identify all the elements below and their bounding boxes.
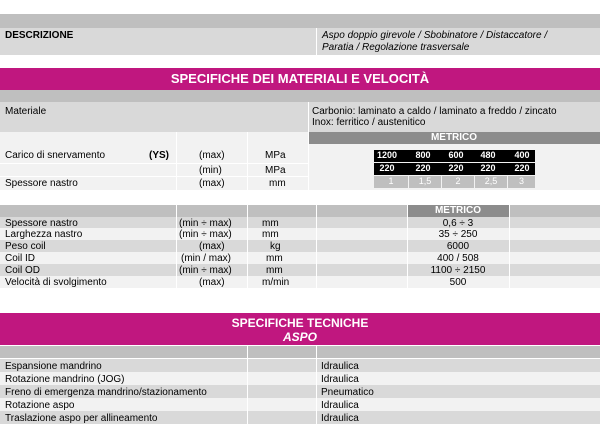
ys-max-3: 600 [443, 150, 469, 162]
tech-label: Rotazione aspo [5, 400, 75, 411]
spessore-matrix-qual: (max) [199, 178, 225, 189]
tech-value: Idraulica [321, 413, 359, 424]
ys-max-2: 800 [410, 150, 436, 162]
carico-min-label: (min) [199, 165, 222, 176]
materiale-value-line2: Inox: ferritico / austenitico [312, 117, 426, 128]
thickness-3: 2 [442, 176, 474, 188]
spessore-matrix-unit: mm [269, 178, 286, 189]
tech-value: Idraulica [321, 361, 359, 372]
materiale-label: Materiale [5, 106, 47, 117]
spec-unit: kg [270, 241, 281, 252]
thickness-1: 1 [374, 176, 408, 188]
descrizione-value-line1: Aspo doppio girevole / Sbobinatore / Distaccatore / [322, 30, 548, 41]
spec-label: Coil ID [5, 253, 36, 264]
spec-unit: mm [262, 218, 279, 229]
tech-label: Traslazione aspo per allineamento [5, 413, 158, 424]
thickness-5: 3 [508, 176, 535, 188]
spec-label: Velocità di svolgimento [5, 277, 107, 288]
ys-max-4: 480 [475, 150, 501, 162]
spec-row [0, 264, 600, 276]
carico-abbr: (YS) [149, 150, 169, 161]
tech-title-line1: SPECIFICHE TECNICHE [231, 316, 369, 330]
spec-value: 6000 [446, 241, 470, 252]
spec-row [0, 252, 600, 264]
spec-qual: (min / max) [181, 253, 231, 264]
tech-header-bar [0, 346, 600, 358]
spec-qual: (max) [199, 277, 225, 288]
metrico-header-specs: METRICO [407, 205, 509, 217]
spessore-matrix-label: Spessore nastro [5, 178, 78, 189]
tech-value: Pneumatico [321, 387, 374, 398]
tech-row [0, 398, 600, 411]
spec-unit: mm [266, 265, 283, 276]
spec-label: Peso coil [5, 241, 46, 252]
materials-header-bar [0, 90, 600, 102]
top-header-bar [0, 14, 600, 28]
spec-value: 35 ÷ 250 [438, 229, 478, 240]
specs-header-bar [0, 205, 600, 217]
carico-unit-min: MPa [265, 165, 286, 176]
tech-title-line2: ASPO [282, 330, 317, 344]
ys-min-2: 220 [410, 163, 436, 175]
tech-section-title [0, 313, 600, 345]
metrico-header-top: METRICO [308, 132, 600, 144]
spec-label: Spessore nastro [5, 218, 78, 229]
tech-value: Idraulica [321, 400, 359, 411]
spec-row [0, 217, 600, 228]
carico-unit-max: MPa [265, 150, 286, 161]
tech-value: Idraulica [321, 374, 359, 385]
descrizione-value-line2: Paratia / Regolazione trasversale [322, 42, 470, 53]
spec-row [0, 228, 600, 240]
spec-unit: mm [266, 253, 283, 264]
spec-unit: mm [262, 229, 279, 240]
tech-label: Rotazione mandrino (JOG) [5, 374, 125, 385]
thickness-2: 1,5 [409, 176, 441, 188]
spec-value: 500 [449, 277, 467, 288]
spec-value: 1100 ÷ 2150 [430, 265, 486, 276]
spec-label: Larghezza nastro [5, 229, 83, 240]
ys-min-3: 220 [443, 163, 469, 175]
spec-row [0, 240, 600, 252]
ys-max-1: 1200 [374, 150, 400, 162]
spec-qual: (max) [199, 241, 225, 252]
materiale-value-line1: Carbonio: laminato a caldo / laminato a freddo / zincato [312, 106, 557, 117]
spec-qual: (min ÷ max) [179, 229, 232, 240]
spec-label: Coil OD [5, 265, 41, 276]
carico-label: Carico di snervamento [5, 150, 106, 161]
carico-max-label: (max) [199, 150, 225, 161]
ys-min-1: 220 [374, 163, 400, 175]
spec-value: 0,6 ÷ 3 [442, 218, 474, 229]
ys-min-5: 220 [509, 163, 535, 175]
spec-value: 400 / 508 [437, 253, 479, 264]
tech-label: Freno di emergenza mandrino/stazionamento [5, 387, 207, 398]
thickness-4: 2,5 [475, 176, 507, 188]
ys-max-5: 400 [509, 150, 535, 162]
tech-label: Espansione mandrino [5, 361, 102, 372]
spec-unit: m/min [262, 277, 290, 288]
materials-section-title: SPECIFICHE DEI MATERIALI E VELOCITÀ [0, 68, 600, 90]
spec-qual: (min ÷ max) [179, 265, 232, 276]
ys-min-4: 220 [475, 163, 501, 175]
descrizione-label: DESCRIZIONE [5, 30, 74, 41]
spec-qual: (min ÷ max) [179, 218, 232, 229]
